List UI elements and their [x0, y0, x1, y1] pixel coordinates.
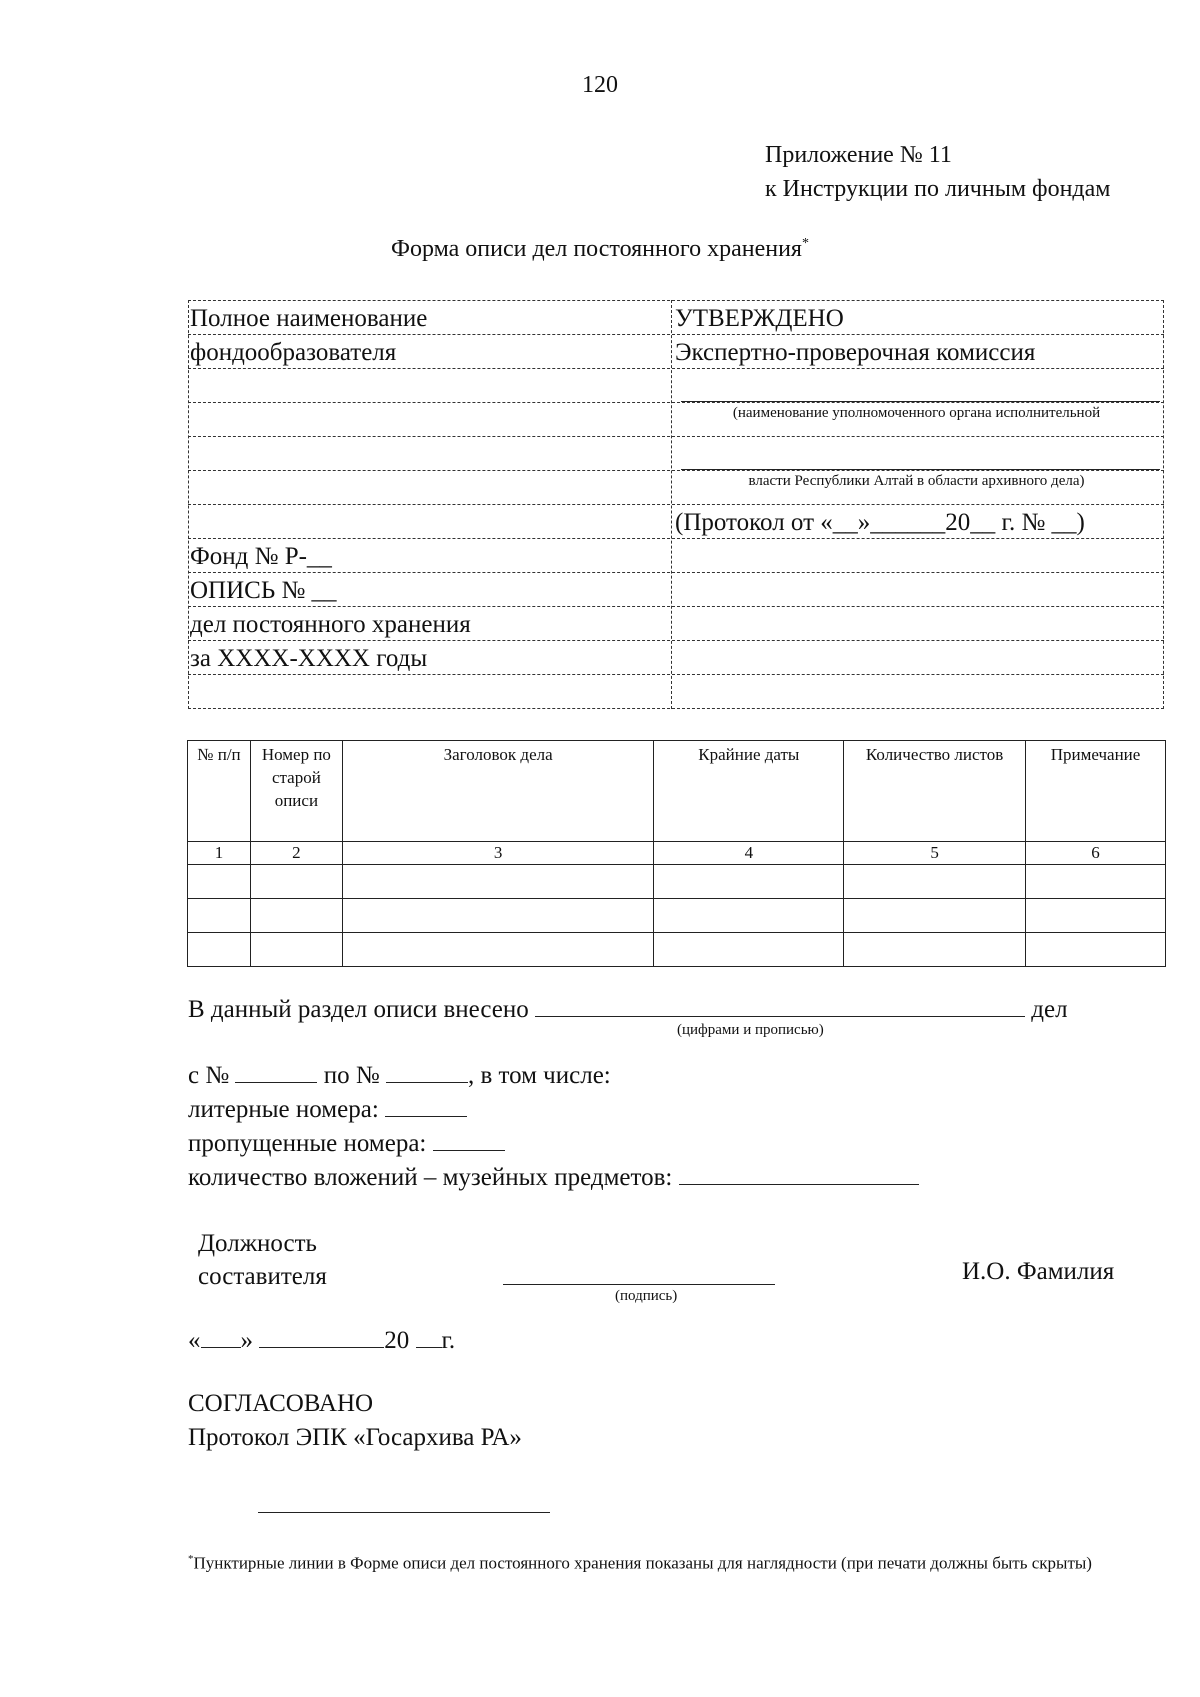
header-row — [188, 368, 1164, 402]
missed-numbers-label: пропущенные номера: — [188, 1130, 427, 1157]
to-label: по № — [323, 1062, 380, 1089]
appendix-number: Приложение № 11 — [765, 142, 952, 168]
approved-label: УТВЕРЖДЕНО — [675, 305, 844, 332]
header-row — [188, 504, 1164, 538]
signature-hint: (подпись) — [615, 1288, 678, 1304]
year-blank — [416, 1325, 442, 1348]
table-row — [188, 899, 1166, 933]
compiler-name: И.О. Фамилия — [962, 1258, 1115, 1285]
document-title — [0, 236, 1200, 263]
header-row — [188, 606, 1164, 640]
entered-prefix: В данный раздел описи внесено — [188, 996, 529, 1023]
header-row — [188, 334, 1164, 368]
authority-hint-line2: власти Республики Алтай в области архивного дела) — [748, 473, 1085, 489]
date-open-quote: « — [188, 1327, 201, 1354]
museum-items-blank — [679, 1162, 919, 1185]
approval-block — [188, 1387, 522, 1455]
appendix-header — [765, 138, 1110, 206]
header-row — [188, 300, 1164, 334]
fund-creator-label-line1: Полное наименование — [190, 305, 428, 332]
month-blank — [259, 1325, 384, 1348]
column-number: 1 — [188, 842, 251, 865]
header-row — [188, 674, 1164, 709]
entered-count-line — [188, 994, 1068, 1024]
table-row — [188, 933, 1166, 967]
inventory-table — [187, 740, 1166, 967]
header-row — [188, 402, 1164, 436]
letter-numbers-line — [188, 1094, 467, 1124]
col-header-dates: Крайние даты — [654, 741, 844, 842]
museum-items-line — [188, 1162, 919, 1192]
museum-items-label: количество вложений – музейных предметов: — [188, 1164, 673, 1191]
signature-line — [503, 1284, 775, 1285]
document-title-text: Форма описи дел постоянного хранения — [391, 236, 802, 262]
from-label: с № — [188, 1062, 230, 1089]
footnote-mark: * — [188, 1553, 194, 1565]
column-numbers-row — [188, 842, 1166, 865]
fond-number: Фонд № Р-__ — [190, 543, 332, 570]
grid-divider — [188, 300, 189, 709]
protocol-line: (Протокол от «__»______20__ г. № __) — [675, 509, 1085, 536]
missed-numbers-line — [188, 1128, 505, 1158]
date-close-quote: » — [240, 1327, 253, 1354]
header-grid — [188, 300, 1164, 709]
header-row — [188, 572, 1164, 606]
authority-hint-line1: (наименование уполномоченного органа исполнительной — [732, 405, 1101, 421]
column-number: 2 — [250, 842, 342, 865]
date-suffix: г. — [441, 1327, 456, 1354]
entered-count-blank — [535, 994, 1025, 1017]
range-line — [188, 1060, 611, 1090]
column-number: 3 — [342, 842, 654, 865]
approval-title: СОГЛАСОВАНО — [188, 1390, 374, 1417]
header-row — [188, 538, 1164, 572]
header-row — [188, 436, 1164, 470]
title-footnote-mark: * — [801, 236, 809, 251]
fund-creator-label-line2: фондообразователя — [190, 339, 397, 366]
to-blank — [386, 1060, 468, 1083]
col-header-old-number: Номер по старой описи — [250, 741, 342, 842]
column-number: 6 — [1026, 842, 1166, 865]
col-header-sheets: Количество листов — [844, 741, 1026, 842]
including-label: , в том числе: — [467, 1062, 611, 1089]
page-number: 120 — [582, 72, 618, 98]
cases-type: дел постоянного хранения — [190, 611, 471, 638]
letter-numbers-label: литерные номера: — [188, 1096, 379, 1123]
header-row — [188, 640, 1164, 674]
date-line — [188, 1325, 455, 1355]
day-blank — [201, 1325, 241, 1348]
grid-divider — [1163, 300, 1164, 709]
date-year: 20 — [384, 1327, 410, 1354]
years-range: за ХХХХ-ХХХХ годы — [190, 645, 428, 672]
footnote-text: Пунктирные линии в Форме описи дел постоянного хранения показаны для наглядности (при печати должны быть скрыты) — [193, 1553, 1092, 1573]
grid-divider — [671, 300, 672, 709]
entered-count-hint: (цифрами и прописью) — [677, 1022, 824, 1038]
col-header-note: Примечание — [1026, 741, 1166, 842]
appendix-reference: к Инструкции по личным фондам — [765, 176, 1111, 202]
letter-numbers-blank — [385, 1094, 467, 1117]
position-line1: Должность — [198, 1230, 317, 1257]
column-number: 5 — [844, 842, 1026, 865]
position-line2: составителя — [198, 1263, 327, 1290]
opis-number: ОПИСЬ № __ — [190, 577, 337, 604]
table-header-row — [188, 741, 1166, 842]
col-header-case-title: Заголовок дела — [342, 741, 654, 842]
header-row — [188, 470, 1164, 504]
missed-numbers-blank — [433, 1128, 505, 1151]
entered-suffix: дел — [1031, 996, 1068, 1023]
from-blank — [235, 1060, 317, 1083]
table-row — [188, 865, 1166, 899]
footnote — [188, 1548, 1168, 1575]
approval-signature-line — [258, 1512, 550, 1513]
col-header-number: № п/п — [188, 741, 251, 842]
approval-protocol: Протокол ЭПК «Госархива РА» — [188, 1424, 522, 1451]
column-number: 4 — [654, 842, 844, 865]
compiler-position — [198, 1227, 327, 1293]
commission-label: Экспертно-проверочная комиссия — [675, 339, 1036, 366]
